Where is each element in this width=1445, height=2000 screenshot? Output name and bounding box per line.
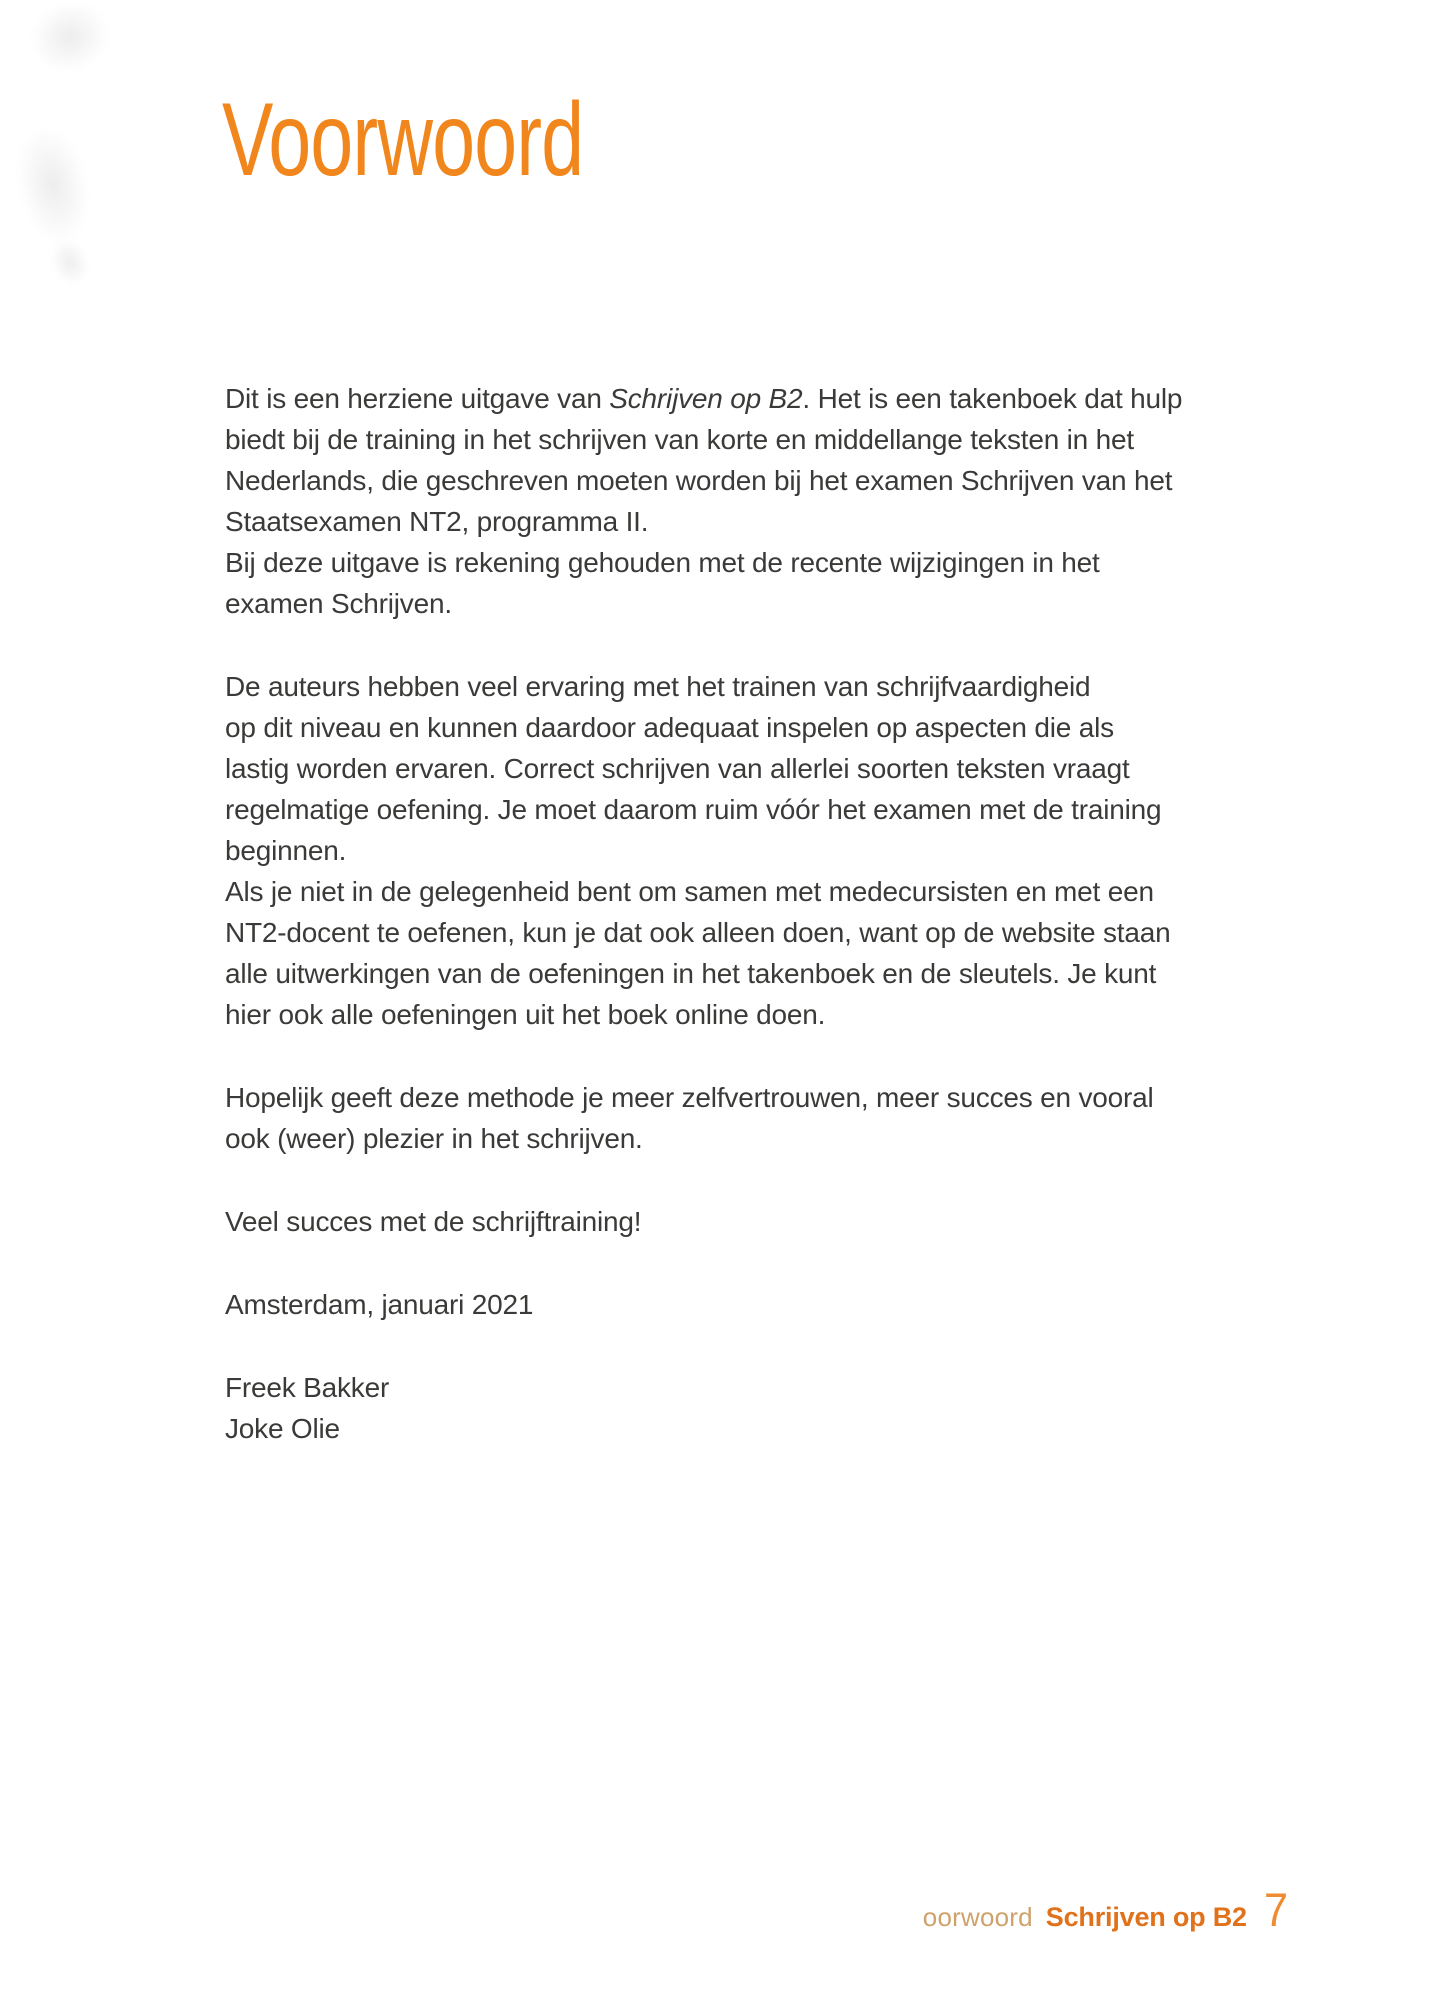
text-segment: Veel succes met de schrijftraining! — [225, 1206, 642, 1237]
text-segment: Dit is een herziene uitgave van — [225, 383, 610, 414]
text-line — [225, 994, 1315, 1035]
text-line — [225, 666, 1315, 707]
paragraph — [225, 1284, 1315, 1325]
text-segment: . Het is een takenboek dat hulp — [802, 383, 1183, 414]
text-line — [225, 830, 1315, 871]
text-line — [225, 419, 1315, 460]
text-line — [225, 1118, 1315, 1159]
paragraph — [225, 1367, 1315, 1449]
running-head: oorwoord — [922, 1902, 1033, 1932]
italic-book-title-text: Schrijven op B2 — [609, 383, 803, 414]
text-line — [225, 1077, 1315, 1118]
text-segment: NT2-docent te oefenen, kun je dat ook alleen doen, want op de website staan — [225, 917, 1171, 948]
text-line — [225, 748, 1315, 789]
body-text — [225, 378, 1315, 1449]
scan-smudge — [21, 0, 119, 83]
text-segment: Als je niet in de gelegenheid bent om samen met medecursisten en met een — [225, 876, 1154, 907]
paragraph — [225, 1077, 1315, 1159]
text-line — [225, 542, 1315, 583]
text-segment: lastig worden ervaren. Correct schrijven van allerlei soorten teksten vraagt — [225, 753, 1130, 784]
text-segment: De auteurs hebben veel ervaring met het trainen van schrijfvaardigheid — [225, 671, 1091, 702]
text-segment: Staatsexamen NT2, programma II. — [225, 506, 649, 537]
text-segment: ook (weer) plezier in het schrijven. — [225, 1123, 643, 1154]
paragraph — [225, 666, 1315, 1035]
text-segment: examen Schrijven. — [225, 588, 452, 619]
text-line — [225, 583, 1315, 624]
text-line — [225, 1284, 1315, 1325]
text-line — [225, 1408, 1315, 1449]
scan-smudge — [6, 119, 99, 251]
text-line — [225, 912, 1315, 953]
text-line — [225, 953, 1315, 994]
text-segment: Bij deze uitgave is rekening gehouden met de recente wijzigingen in het — [225, 547, 1100, 578]
text-segment: biedt bij de training in het schrijven van korte en middellange teksten in het — [225, 424, 1134, 455]
text-segment: Freek Bakker — [225, 1372, 390, 1403]
text-line — [225, 1201, 1315, 1242]
text-segment: Hopelijk geeft deze methode je meer zelfvertrouwen, meer succes en vooral — [225, 1082, 1154, 1113]
text-line — [225, 707, 1315, 748]
text-line — [225, 871, 1315, 912]
text-segment: Amsterdam, januari 2021 — [225, 1289, 534, 1320]
text-segment: regelmatige oefening. Je moet daarom ruim vóór het examen met de training — [225, 794, 1162, 825]
text-segment: alle uitwerkingen van de oefeningen in het takenboek en de sleutels. Je kunt — [225, 958, 1157, 989]
page-number: 7 — [1263, 1883, 1288, 1936]
text-segment: op dit niveau en kunnen daardoor adequaat inspelen op aspecten die als — [225, 712, 1114, 743]
page-footer — [923, 1882, 1290, 1937]
text-segment: hier ook alle oefeningen uit het boek online doen. — [225, 999, 826, 1030]
text-segment: Nederlands, die geschreven moeten worden bij het examen Schrijven van het — [225, 465, 1173, 496]
text-line — [225, 501, 1315, 542]
page-title: Voorwoord — [222, 82, 584, 198]
text-segment: Joke Olie — [225, 1413, 340, 1444]
text-segment: beginnen. — [225, 835, 347, 866]
footer-book-title: Schrijven op B2 — [1045, 1902, 1247, 1932]
text-line — [225, 789, 1315, 830]
text-line — [225, 378, 1315, 419]
text-line — [225, 1367, 1315, 1408]
paragraph — [225, 1201, 1315, 1242]
text-line — [225, 460, 1315, 501]
paragraph — [225, 378, 1315, 624]
